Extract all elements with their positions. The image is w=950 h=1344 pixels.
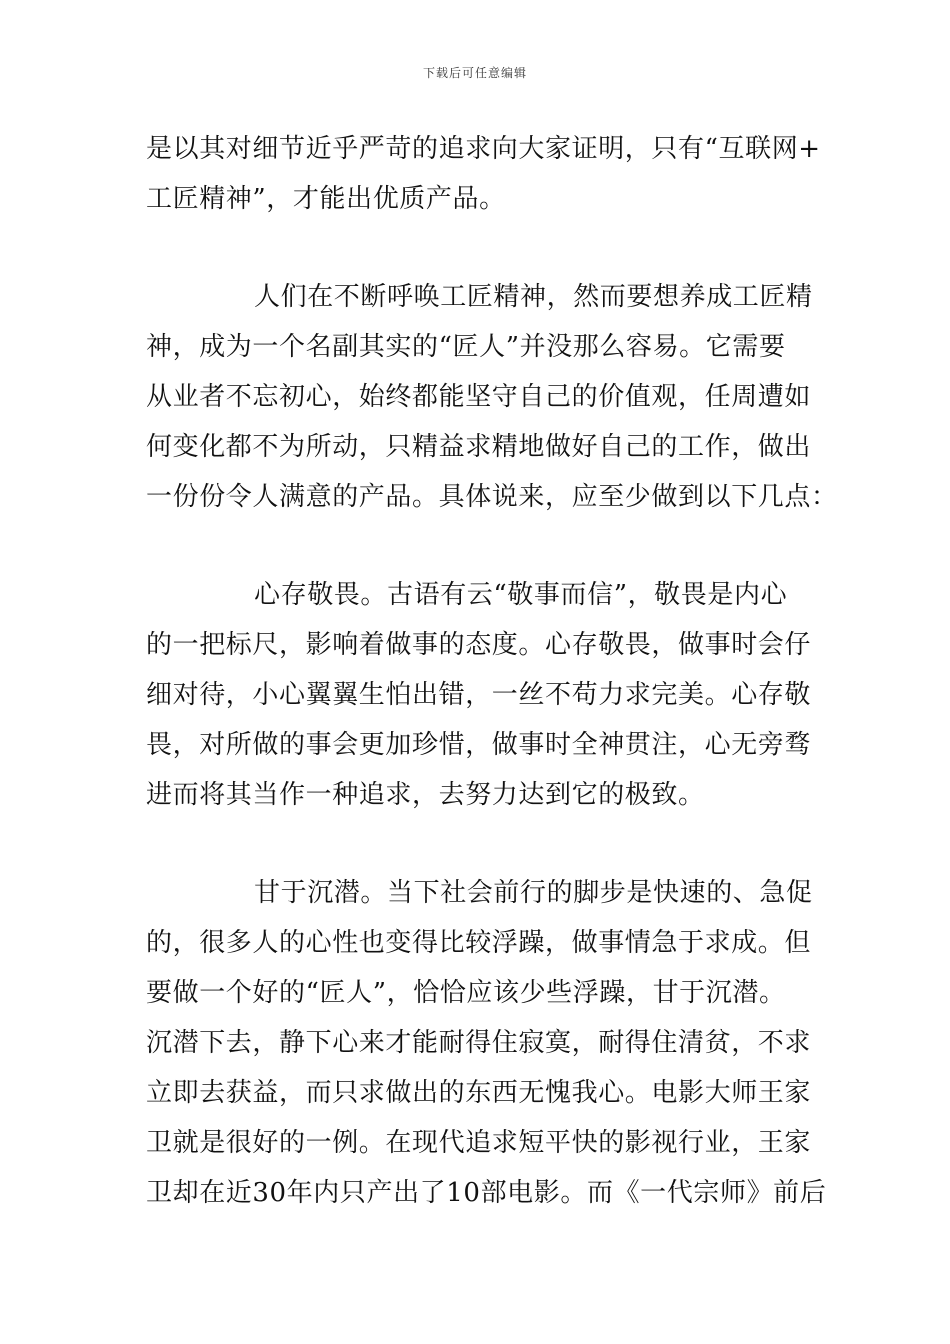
text-line: 细对待，小心翼翼生怕出错，一丝不苟力求完美。心存敬 xyxy=(146,680,812,710)
paragraph-3 xyxy=(146,570,814,820)
text-line: 畏，对所做的事会更加珍惜，做事时全神贯注，心无旁骛 xyxy=(146,730,812,760)
paragraph-4 xyxy=(146,868,827,1218)
text-line: 是以其对细节近乎严苛的追求向大家证明，只有“互联网+ xyxy=(146,134,821,164)
text-line: 进而将其当作一种追求，去努力达到它的极致。 xyxy=(146,780,705,810)
text-line: 卫却在近30年内只产出了10部电影。而《一代宗师》前后 xyxy=(146,1178,827,1208)
text-line: 甘于沉潜。当下社会前行的脚步是快速的、急促 xyxy=(254,878,813,908)
text-line: 工匠精神”，才能出优质产品。 xyxy=(146,184,506,214)
text-line: 要做一个好的“匠人”，恰恰应该少些浮躁，甘于沉潜。 xyxy=(146,978,786,1008)
text-line: 的，很多人的心性也变得比较浮躁，做事情急于求成。但 xyxy=(146,928,812,958)
document-body xyxy=(146,124,838,1218)
text-line: 一份份令人满意的产品。具体说来，应至少做到以下几点： xyxy=(146,482,838,512)
paragraph-gap xyxy=(146,820,814,868)
text-line: 从业者不忘初心，始终都能坚守自己的价值观，任周遭如 xyxy=(146,382,812,412)
text-line: 人们在不断呼唤工匠精神，然而要想养成工匠精 xyxy=(254,282,813,312)
paragraph-gap xyxy=(146,224,814,272)
paragraph-2 xyxy=(146,272,838,522)
text-line: 卫就是很好的一例。在现代追求短平快的影视行业，王家 xyxy=(146,1128,812,1158)
text-line: 沉潜下去，静下心来才能耐得住寂寞，耐得住清贫，不求 xyxy=(146,1028,812,1058)
paragraph-gap xyxy=(146,522,814,570)
text-line: 的一把标尺，影响着做事的态度。心存敬畏，做事时会仔 xyxy=(146,630,812,660)
text-line: 神，成为一个名副其实的“匠人”并没那么容易。它需要 xyxy=(146,332,786,362)
text-line: 立即去获益，而只求做出的东西无愧我心。电影大师王家 xyxy=(146,1078,812,1108)
text-line: 心存敬畏。古语有云“敬事而信”，敬畏是内心 xyxy=(254,580,788,610)
text-line: 何变化都不为所动，只精益求精地做好自己的工作，做出 xyxy=(146,432,812,462)
paragraph-1 xyxy=(146,124,821,224)
page-header: 下载后可任意编辑 xyxy=(422,66,527,80)
